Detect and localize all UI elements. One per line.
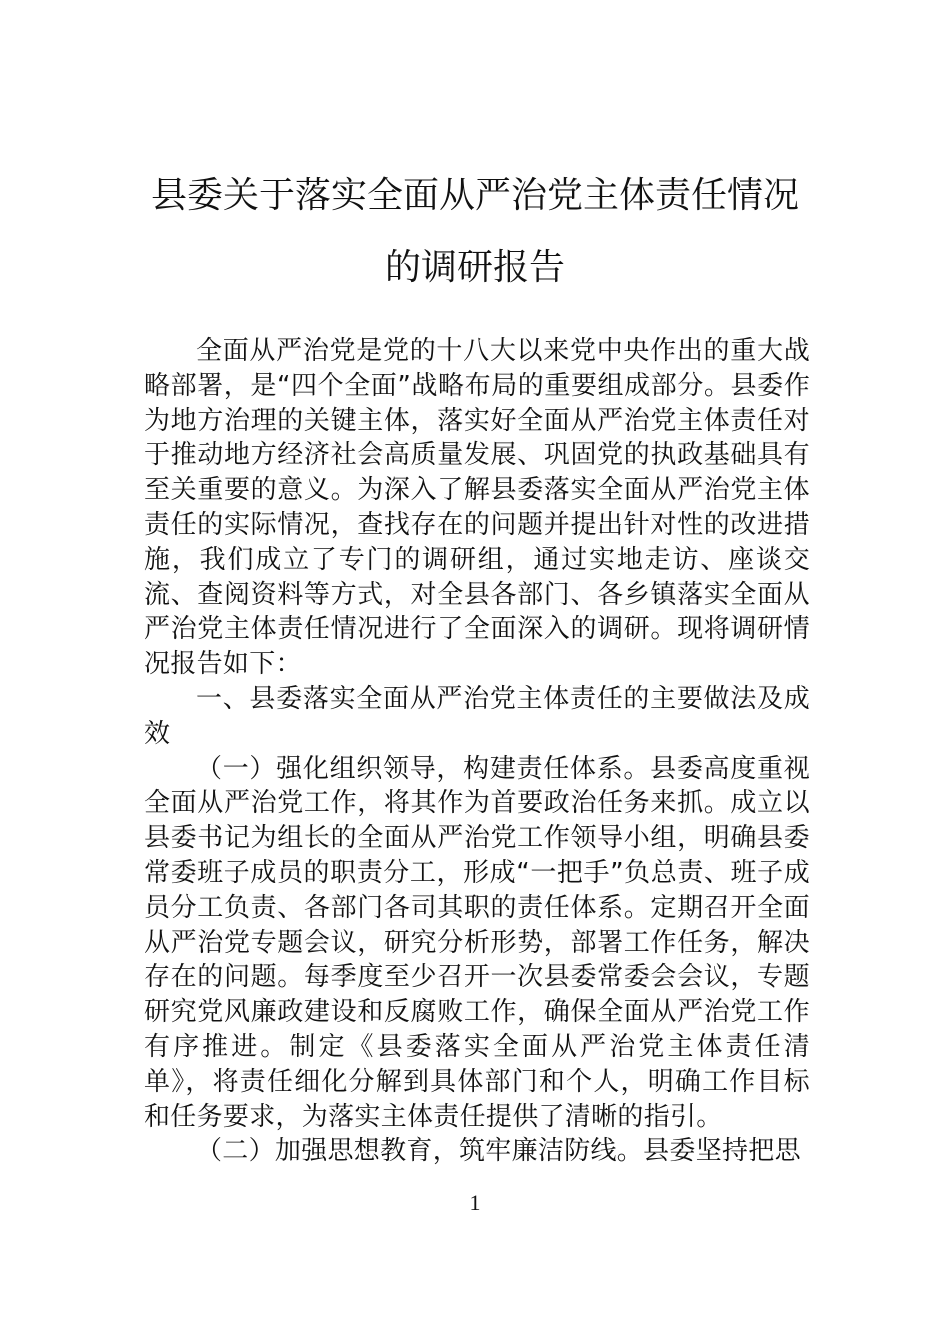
paragraph-subsection-1: （一）强化组织领导，构建责任体系。县委高度重视全面从严治党工作，将其作为首要政治任务来抓。成立以县委书记为组长的全面从严治党工作领导小组，明确县委常委班子成员的职责分工，形成“一把手”负总责、班子成员分工负责、各部门各司其职的责任体系。定期召开全面从严治党专题会议，研究分析形势，部署工作任务，解决存在的问题。每季度至少召开一次县委常委会会议，专题研究党风廉政建设和反腐败工作，确保全面从严治党工作有序推进。制定《县委落实全面从严治党主体责任清单》，将责任细化分解到具体部门和个人，明确工作目标和任务要求，为落实主体责任提供了清晰的指引。: [144, 753, 810, 1132]
document-title-line-1: 县委关于落实全面从严治党主体责任情况: [150, 175, 799, 216]
document-body: [144, 334, 810, 1169]
section-heading-1: 一、县委落实全面从严治党主体责任的主要做法及成效: [144, 683, 810, 749]
page-number: 1: [469, 1190, 481, 1215]
document-title-line-2: 的调研报告: [384, 247, 565, 288]
paragraph-intro: 全面从严治党是党的十八大以来党中央作出的重大战略部署，是“四个全面”战略布局的重要组成部分。县委作为地方治理的关键主体，落实好全面从严治党主体责任对于推动地方经济社会高质量发展、巩固党的执政基础具有至关重要的意义。为深入了解县委落实全面从严治党主体责任的实际情况，查找存在的问题并提出针对性的改进措施，我们成立了专门的调研组，通过实地走访、座谈交流、查阅资料等方式，对全县各部门、各乡镇落实全面从严治党主体责任情况进行了全面深入的调研。现将调研情况报告如下：: [144, 336, 810, 680]
paragraph-subsection-2: （二）加强思想教育，筑牢廉洁防线。县委坚持把思: [196, 1136, 801, 1167]
